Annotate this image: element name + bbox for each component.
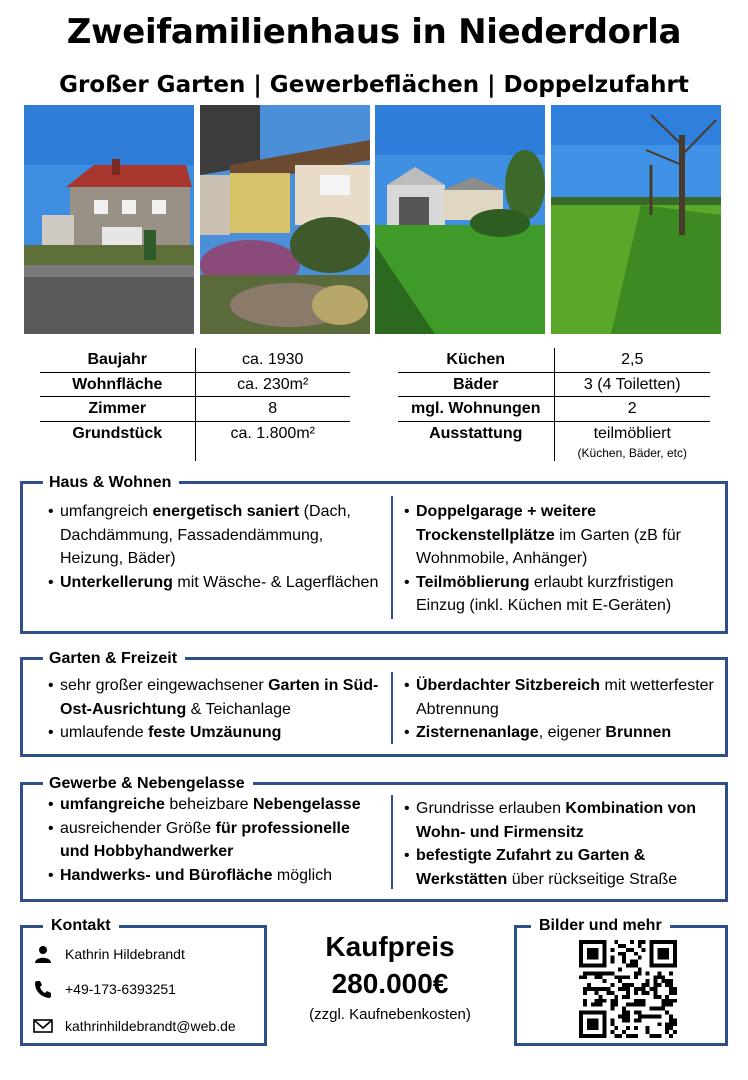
list-item	[399, 844, 721, 891]
phone-icon	[33, 979, 53, 999]
contact-box	[20, 917, 267, 1046]
list-item-text: mit wetterfester Abtrennung	[416, 677, 714, 718]
list-item	[399, 674, 721, 721]
qr-code[interactable]	[579, 940, 677, 1038]
list-item-text: Überdachter Sitzbereich	[416, 677, 601, 694]
list-item-text: im Garten (zB für Wohnmobile, Anhänger)	[416, 526, 681, 567]
list-item-text: energetisch saniert	[152, 503, 300, 520]
list-item-text: feste Umzäunung	[148, 724, 282, 741]
list-item-text: über rückseitige Straße	[507, 870, 678, 888]
table-row	[40, 421, 350, 461]
contact-name-row	[33, 944, 185, 964]
section-column-left	[23, 484, 391, 631]
section-column-left	[23, 660, 391, 754]
contact-email-link[interactable]: kathrinhildebrandt@web.de	[65, 1018, 236, 1034]
fact-key: Wohnfläche	[40, 372, 195, 397]
fact-value: ca. 1930	[195, 348, 350, 372]
list-item-text: Grundrisse erlauben	[416, 800, 566, 817]
page-subtitle: Großer Garten | Gewerbeflächen | Doppelzufahrt	[59, 72, 689, 98]
fact-key: Bäder	[398, 372, 554, 397]
section-column-right	[393, 484, 725, 631]
fact-value: 3 (4 Toiletten)	[554, 372, 710, 397]
table-row	[40, 348, 350, 372]
fact-value-text: teilmöbliert	[593, 424, 671, 442]
photo-lawn	[551, 105, 721, 334]
fact-value-note: (Küchen, Bäder, etc)	[577, 446, 687, 460]
list-item-text: Zisternenanlage	[416, 724, 539, 741]
section-column-right	[393, 785, 725, 899]
contact-title: Kontakt	[43, 916, 119, 936]
bullet-list	[43, 500, 383, 594]
list-item-text: (Dach, Dachdämmung, Fassadendämmung, Heizung, Bäder)	[60, 503, 351, 567]
list-item-text: umlaufende	[60, 724, 149, 741]
contact-phone-link[interactable]: +49-173-6393251	[65, 981, 176, 997]
bullet-list	[43, 793, 383, 887]
list-item-text: Unterkellerung	[60, 573, 173, 591]
list-item-text: Doppelgarage + weitere Trockenstellplätze	[416, 503, 597, 544]
section-gewerbe-nebengelasse	[20, 775, 728, 902]
list-item	[43, 817, 383, 864]
list-item	[399, 721, 721, 745]
list-item-text: Teilmöblierung	[416, 573, 530, 591]
table-row	[398, 397, 710, 422]
contact-email-row	[33, 1016, 236, 1036]
more-title: Bilder und mehr	[531, 916, 670, 936]
section-title: Garten & Freizeit	[43, 648, 185, 670]
page-title: Zweifamilienhaus in Niederdorla	[66, 12, 682, 52]
bullet-list	[399, 797, 721, 891]
list-item	[43, 674, 383, 721]
fact-value: ca. 1.800m²	[195, 421, 350, 461]
fact-key: Baujahr	[40, 348, 195, 372]
list-item-text: erlaubt kurzfristigen Einzug (inkl. Küchen mit E-Geräten)	[416, 573, 674, 614]
list-item-text: umfangreiche	[60, 796, 165, 813]
list-item-text: Brunnen	[605, 724, 672, 741]
facts-table-right	[398, 348, 710, 461]
list-item-text: möglich	[272, 866, 333, 884]
list-item-text: mit Wäsche- & Lagerflächen	[172, 573, 379, 591]
list-item-text: beheizbare	[164, 796, 253, 813]
section-title: Gewerbe & Nebengelasse	[43, 773, 253, 795]
contact-name: Kathrin Hildebrandt	[65, 946, 185, 962]
table-row	[398, 421, 710, 461]
list-item-text: , eigener	[538, 724, 606, 741]
list-item-text: für professionelle und Hobbyhandwerker	[60, 819, 350, 860]
list-item-text: Handwerks- und Bürofläche	[60, 866, 273, 884]
list-item-text: Nebengelasse	[252, 796, 361, 813]
list-item-text: & Teichanlage	[186, 700, 291, 718]
more-box	[514, 917, 728, 1046]
list-item	[399, 500, 721, 571]
table-row	[398, 348, 710, 372]
fact-key: Zimmer	[40, 397, 195, 422]
facts-table-left	[40, 348, 350, 461]
list-item	[43, 571, 383, 595]
list-item-text: Kombination von Wohn- und Firmensitz	[416, 800, 697, 841]
section-garten-freizeit	[20, 650, 728, 757]
fact-key: Küchen	[398, 348, 554, 372]
list-item-text: umfangreich	[60, 503, 153, 520]
price-block	[280, 930, 500, 1026]
fact-value: 8	[195, 397, 350, 422]
fact-value	[554, 421, 710, 461]
photo-garage-garden	[375, 105, 545, 334]
list-item	[43, 864, 383, 888]
table-row	[40, 397, 350, 422]
list-item	[43, 500, 383, 571]
fact-key: mgl. Wohnungen	[398, 397, 554, 422]
price-note: (zzgl. Kaufnebenkosten)	[309, 1006, 471, 1023]
table-row	[398, 372, 710, 397]
list-item	[43, 793, 383, 817]
bullet-list	[43, 674, 383, 745]
fact-value: 2,5	[554, 348, 710, 372]
list-item-text: sehr großer eingewachsener	[60, 677, 269, 694]
list-item-text: ausreichender Größe	[60, 819, 216, 837]
list-item-text: befestigte Zufahrt zu Garten & Werkstätten	[416, 847, 646, 888]
photo-house-front	[24, 105, 194, 334]
section-haus-wohnen	[20, 474, 728, 634]
list-item	[399, 797, 721, 844]
price-label: Kaufpreis	[325, 931, 455, 962]
table-row	[40, 372, 350, 397]
section-column-right	[393, 660, 725, 754]
fact-key: Ausstattung	[429, 424, 523, 442]
mail-icon	[33, 1016, 53, 1036]
section-column-left	[23, 785, 391, 899]
contact-phone-row	[33, 979, 176, 999]
list-item	[43, 721, 383, 745]
fact-value: ca. 230m²	[195, 372, 350, 397]
person-icon	[33, 944, 53, 964]
section-title: Haus & Wohnen	[43, 472, 179, 494]
price-amount: 280.000€	[331, 968, 449, 999]
bullet-list	[399, 500, 721, 618]
list-item-text: Garten in Süd-Ost-Ausrichtung	[60, 677, 379, 718]
fact-value: 2	[554, 397, 710, 422]
photo-terrace	[200, 105, 370, 334]
list-item	[399, 571, 721, 618]
bullet-list	[399, 674, 721, 745]
fact-key: Grundstück	[72, 424, 163, 442]
